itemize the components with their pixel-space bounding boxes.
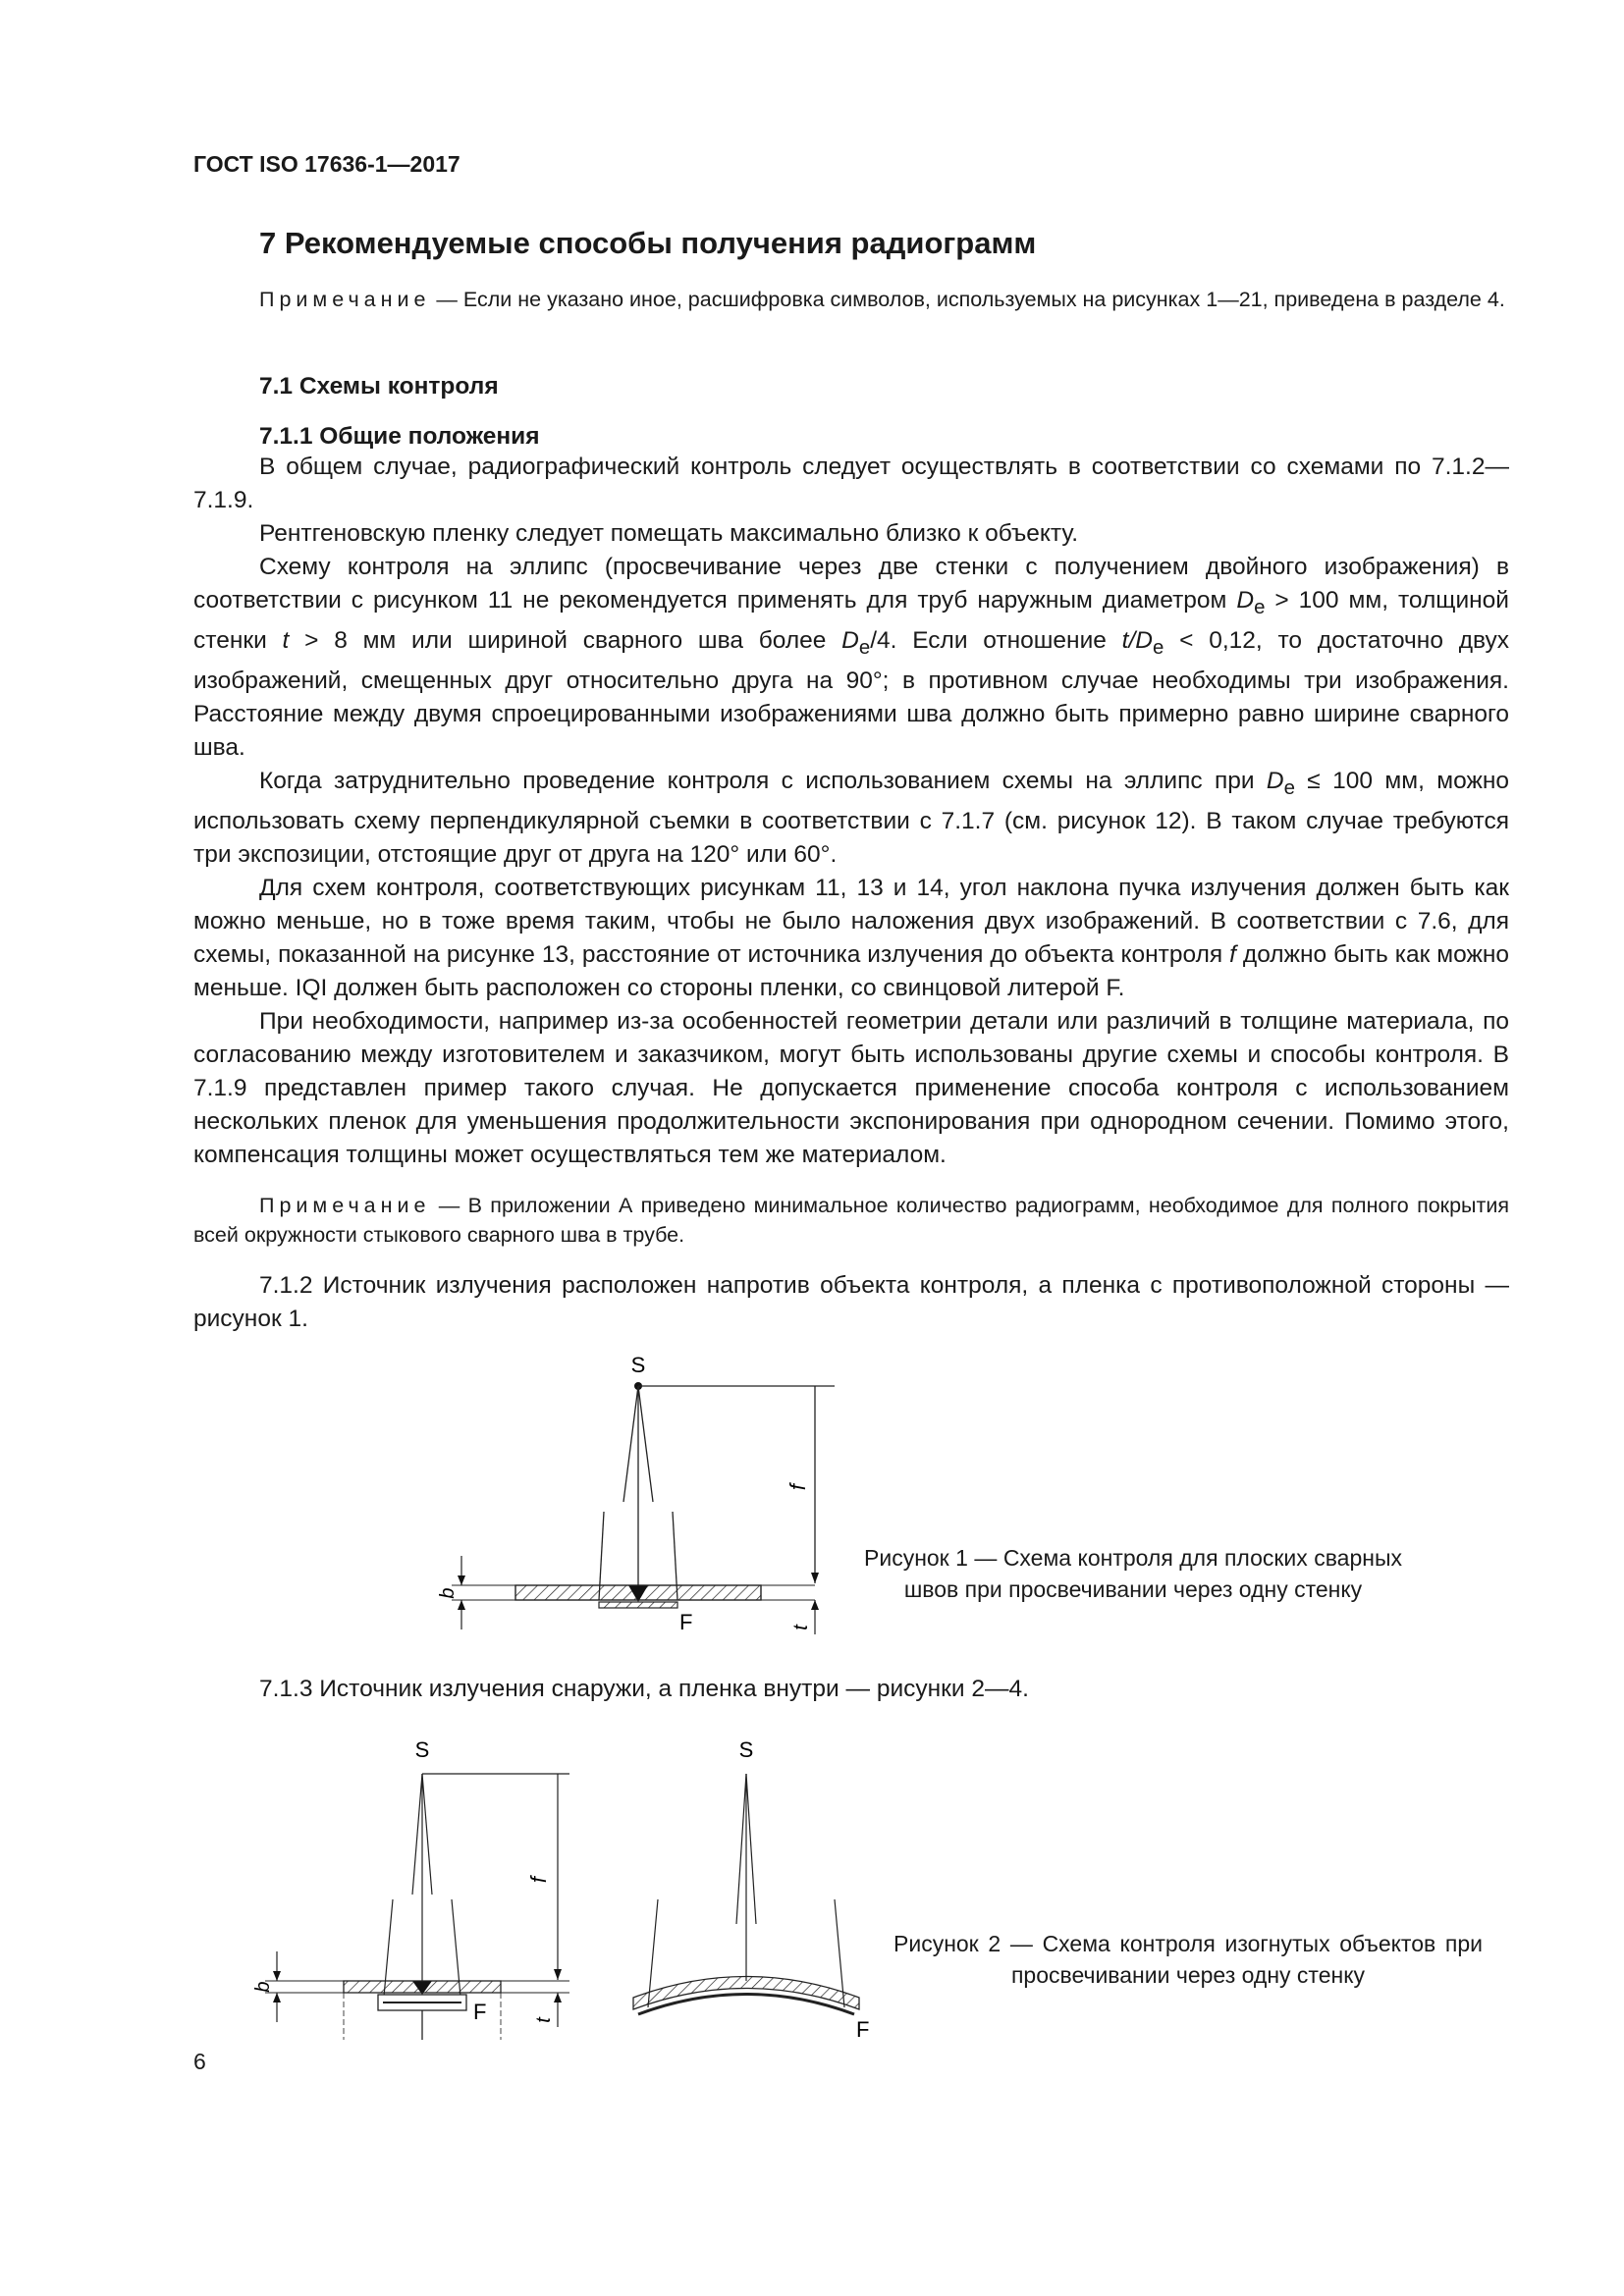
left-source-label: S [414,1737,430,1762]
left-f-label: f [526,1876,551,1884]
source-label: S [630,1353,646,1377]
note-1 [193,285,1509,314]
t-label: t [790,1625,812,1630]
page-number: 6 [193,2049,206,2074]
b-label: b [437,1587,459,1599]
f-label: f [785,1483,810,1491]
note-1-text: — Если не указано иное, расшифровка символов, используемых на рисунках 1—21, приведена в разделе 4. [430,288,1505,311]
figure-2-diagram [245,1728,893,2042]
film-label: F [679,1610,693,1634]
paragraph-4: Когда затруднительно проведение контроля с использованием схемы на эллипс при $D_e \le 100$ мм, можно использовать схему перпендикулярной съемки в соответствии с 7.1.7 (см. рисунок 12). В таком случае требуются три экспозиции, отстоящие друг от друга на 120° или 60°. [193,767,1509,868]
note-2-text: — В приложении А приведено минимальное количество радиограмм, необходимое для полного покрытия всей окружности стыкового сварного шва в трубе. [193,1194,1509,1247]
paragraph-2: Рентгеновскую пленку следует помещать максимально близко к объекту. [259,520,1079,547]
subsection-7-1-1-title: 7.1.1 Общие положения [259,423,540,450]
right-source-label: S [738,1737,754,1762]
left-b-label: b [252,1981,274,1993]
paragraph-7-1-2: 7.1.2 Источник излучения расположен напротив объекта контроля, а пленка с противоположной стороны — рисунок 1. [193,1272,1509,1332]
figure-1-caption: Рисунок 1 — Схема контроля для плоских сварных швов при просвечивании через одну стенку [864,1545,1402,1602]
subsection-7-1-title: 7.1 Схемы контроля [259,373,499,400]
left-t-label: t [533,2017,555,2023]
paragraph-1: В общем случае, радиографический контроль следует осуществлять в соответствии со схемами по 7.1.2—7.1.9. [193,454,1509,513]
film [599,1602,677,1608]
figure-2-caption: Рисунок 2 — Схема контроля изогнутых объектов при просвечивании через одну стенку [893,1931,1483,1988]
note-2 [193,1191,1509,1250]
note-1-label: Примечание [259,288,431,311]
section-title: 7 Рекомендуемые способы получения радиограмм [259,226,1037,260]
body-text [193,451,1509,1172]
paragraph-3: Схему контроля на эллипс (просвечивание через две стенки с получением двойного изображения) в соответствии с рисунком 11 не рекомендуется применять для труб наружным диаметром $D_e > 100$ мм, толщиной стенки t > 8 мм или шириной сварного шва более $D_e/4$. Если отношение $t/D_e < 0,12$, то достаточно двух изображений, смещенных друг относительно друга на 90°; в противном случае необходимы три изображения. Расстояние между двумя спроецированными изображениями шва должно быть примерно равно ширине сварного шва. [193,554,1509,761]
document-header: ГОСТ ISO 17636-1—2017 [193,151,460,177]
note-2-label: Примечание [259,1194,431,1217]
paragraph-5: Для схем контроля, соответствующих рисункам 11, 13 и 14, угол наклона пучка излучения должен быть как можно меньше, но в тоже время таким, чтобы не было наложения двух изображений. В соответствии с 7.6, для схемы, показанной на рисунке 13, расстояние от источника излучения до объекта контроля f должно быть как можно меньше. IQI должен быть расположен со стороны пленки, со свинцовой литерой F. [193,874,1510,1001]
paragraph-7-1-3: 7.1.3 Источник излучения снаружи, а пленка внутри — рисунки 2—4. [259,1676,1029,1702]
right-film-label: F [856,2017,870,2042]
figure-1-diagram [422,1345,864,1639]
left-film-label: F [473,2000,487,2024]
paragraph-6: При необходимости, например из-за особенностей геометрии детали или различий в толщине материала, по согласованию между изготовителем и заказчиком, могут быть использованы другие схемы и способы контроля. В 7.1.9 представлен пример такого случая. Не допускается применение способа контроля с использованием нескольких пленок для уменьшения продолжительности экспонирования при однородном сечении. Помимо этого, компенсация толщины может осуществляться тем же материалом. [193,1007,1509,1168]
